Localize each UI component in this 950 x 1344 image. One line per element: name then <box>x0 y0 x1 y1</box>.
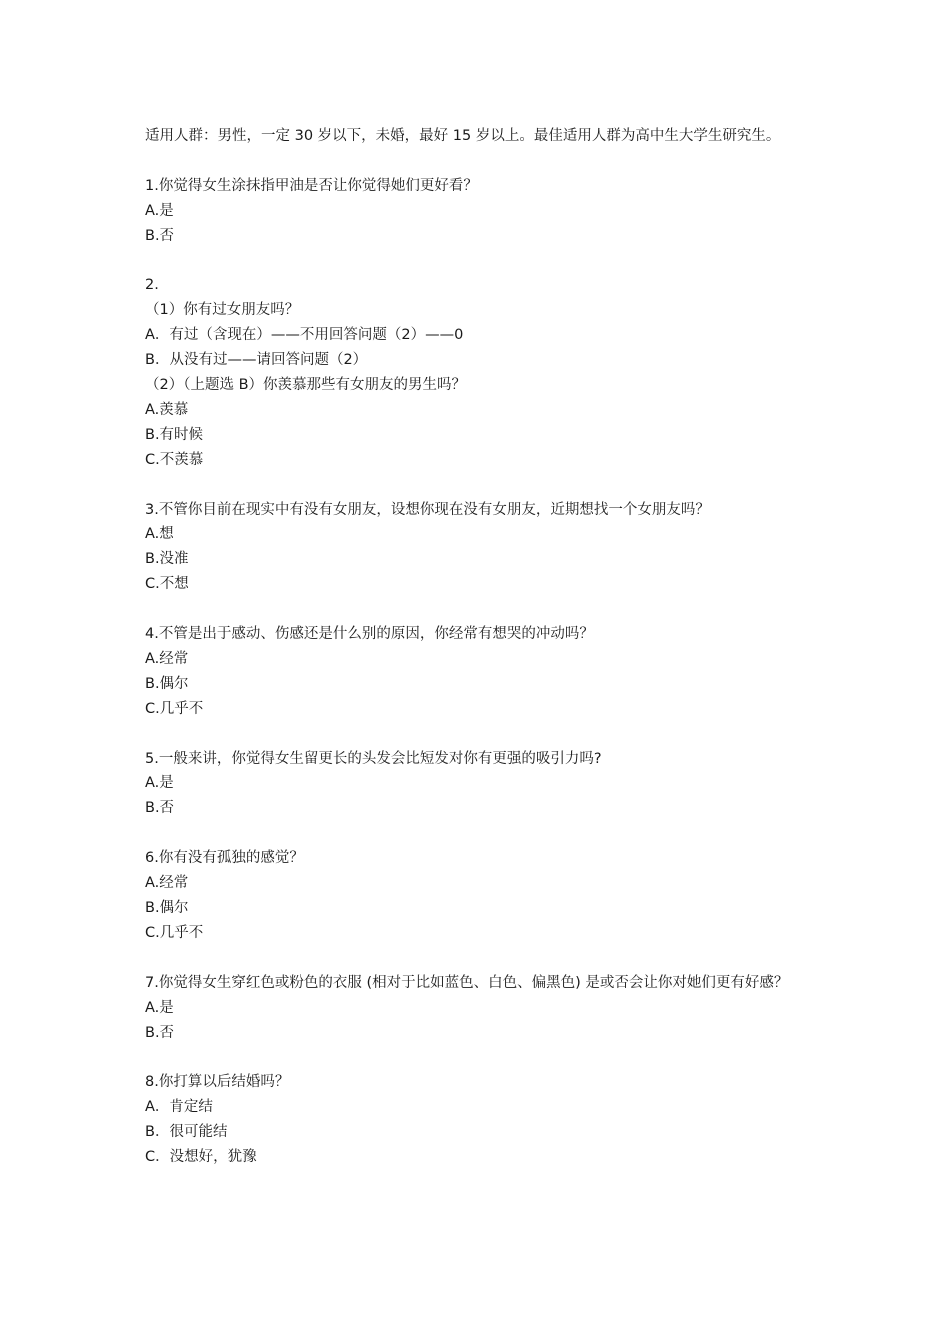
option-a: A.是 <box>145 202 174 219</box>
question-1 <box>145 174 815 249</box>
sub-question-2: （2）（上题选 B）你羡慕那些有女朋友的男生吗？ <box>145 377 467 394</box>
document-page <box>145 124 815 1170</box>
option-b: B.偶尔 <box>145 675 189 692</box>
spacer <box>145 473 815 498</box>
question-3 <box>145 498 815 598</box>
option-c: C.不羡慕 <box>145 451 204 468</box>
option-a: A.经常 <box>145 875 189 892</box>
question-text: 8.你打算以后结婚吗？ <box>145 1074 290 1091</box>
spacer <box>145 946 815 971</box>
question-8 <box>145 1070 815 1170</box>
option-a: A．肯定结 <box>145 1099 213 1116</box>
question-6 <box>145 846 815 946</box>
option-b: B.否 <box>145 227 175 244</box>
question-4 <box>145 622 815 722</box>
option-a: A.是 <box>145 775 174 792</box>
spacer <box>145 249 815 274</box>
option-b: B．从没有过——请回答问题（2） <box>145 352 368 369</box>
option-b: B.没准 <box>145 551 189 568</box>
question-text: 7.你觉得女生穿红色或粉色的衣服 (相对于比如蓝色、白色、偏黑色) 是或否会让你对她们更有好感？ <box>145 974 789 991</box>
spacer <box>145 597 815 622</box>
sub-question-1: （1）你有过女朋友吗？ <box>145 302 300 319</box>
spacer <box>145 1045 815 1070</box>
intro-text: 适用人群：男性，一定 30 岁以下，未婚，最好 15 岁以上。最佳适用人群为高中生大学生研究生。 <box>145 128 781 144</box>
question-2 <box>145 273 815 472</box>
spacer <box>145 722 815 747</box>
question-text: 6.你有没有孤独的感觉？ <box>145 850 304 867</box>
question-text: 4.不管是出于感动、伤感还是什么别的原因，你经常有想哭的冲动吗？ <box>145 626 594 643</box>
option-b: B.有时候 <box>145 426 204 443</box>
question-text: 5.一般来讲，你觉得女生留更长的头发会比短发对你有更强的吸引力吗? <box>145 750 602 767</box>
option-a: A．有过（含现在）——不用回答问题（2）——0 <box>145 327 464 344</box>
option-a: A.想 <box>145 526 174 543</box>
option-c: C.几乎不 <box>145 924 204 941</box>
option-c: C.几乎不 <box>145 700 204 717</box>
question-7 <box>145 971 815 1046</box>
option-c: C.不想 <box>145 576 189 593</box>
question-text: 1.你觉得女生涂抹指甲油是否让你觉得她们更好看？ <box>145 177 478 194</box>
spacer <box>145 821 815 846</box>
option-a: A.羡慕 <box>145 401 189 418</box>
option-b: B.否 <box>145 800 175 817</box>
question-5 <box>145 747 815 822</box>
spacer <box>145 149 815 174</box>
option-b: B．很可能结 <box>145 1124 228 1141</box>
question-number: 2. <box>145 277 159 294</box>
option-b: B.否 <box>145 1024 175 1041</box>
option-a: A.是 <box>145 999 174 1016</box>
option-b: B.偶尔 <box>145 900 189 916</box>
question-text: 3.不管你目前在现实中有没有女朋友，设想你现在没有女朋友，近期想找一个女朋友吗？ <box>145 501 710 518</box>
option-a: A.经常 <box>145 650 189 667</box>
option-c: C．没想好，犹豫 <box>145 1149 257 1166</box>
